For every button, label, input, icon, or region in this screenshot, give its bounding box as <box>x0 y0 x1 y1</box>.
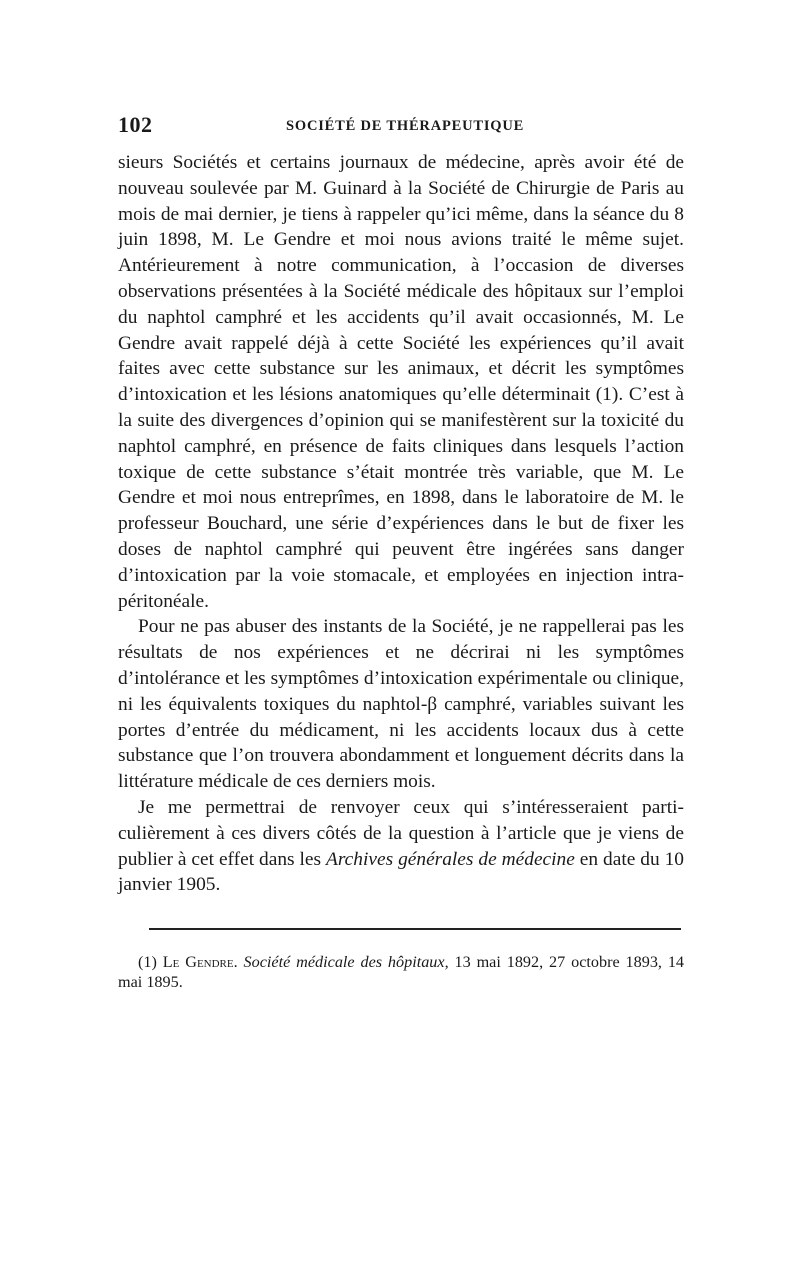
footnote-rule <box>149 928 681 930</box>
paragraph-3-start: Je me permettrai de renvoyer ceux qui s’intéresseraient particulièrement à ces divers côtés de la question à l’article que je viens de publier à cet effet dans les <box>118 796 684 870</box>
running-title: SOCIÉTÉ DE THÉRAPEUTIQUE <box>286 118 525 134</box>
book-page <box>118 112 684 992</box>
paragraph-2: Pour ne pas abuser des instants de la Société, je ne rappellerai pas les résultats de nos expériences et ne décrirai ni les symptômes d’intolérance et les symptômes d’intoxication expérimentale ou clinique, ni les équivalents toxiques du naphtol-β camphré, variables suivant les portes d’entrée du médicament, ni les accidents locaux dus à cette substance que l’on trouvera abondamment et longuement décrits dans la littérature médicale de ces derniers mois. <box>118 616 684 793</box>
body-text <box>118 150 684 898</box>
page-number: 102 <box>118 112 153 137</box>
footnote-details: 13 mai 1892, 27 octobre 1893, 14 mai 1895. <box>118 953 685 992</box>
footnote-author: Le Gendre. <box>162 953 238 972</box>
journal-title: Archives générales de médecine <box>326 848 575 870</box>
footnote-marker: (1) <box>138 953 163 972</box>
paragraph-3 <box>118 795 684 898</box>
paragraph-3-end: en date du 10 janvier 1905. <box>118 848 684 896</box>
paragraph-1: sieurs Sociétés et certains journaux de médecine, après avoir été de nouveau soulevée par M. Guinard à la Société de Chirurgie de Paris au mois de mai dernier, je tiens à rappeler qu’ici même, dans la séance du 8 juin 1898, M. Le Gendre et moi nous avions traité le même sujet. Antérieurement à notre communication, à l’occasion de diverses observations présentées à la Société médicale des hôpitaux sur l’emploi du naphtol camphré et les accidents qu’il avait occasionnés, M. Le Gendre avait rappelé déjà à cette Société les expériences qu’il avait faites avec cette substance sur les animaux, et décrit les symptômes d’intoxication et les lésions anatomiques qu’elle déterminait (1). C’est à la suite des divergences d’opinion qui se manifestèrent sur la toxicité du naphtol camphré, en présence de faits cliniques dans lesquels l’action toxique de cette substance s’était montrée très variable, que M. Le Gendre et moi nous entreprîmes, en 1898, dans le laboratoire de M. le professeur Bouchard, une série d’expériences dans le but de fixer les doses de naphtol camphré qui peuvent être ingérées sans danger d’intoxication par la voie stomacale, et employées en injection intra-péritonéale. <box>118 152 684 612</box>
footnote-journal: Société médicale des hôpitaux, <box>243 953 449 972</box>
running-head <box>118 112 684 142</box>
footnote <box>118 952 684 992</box>
